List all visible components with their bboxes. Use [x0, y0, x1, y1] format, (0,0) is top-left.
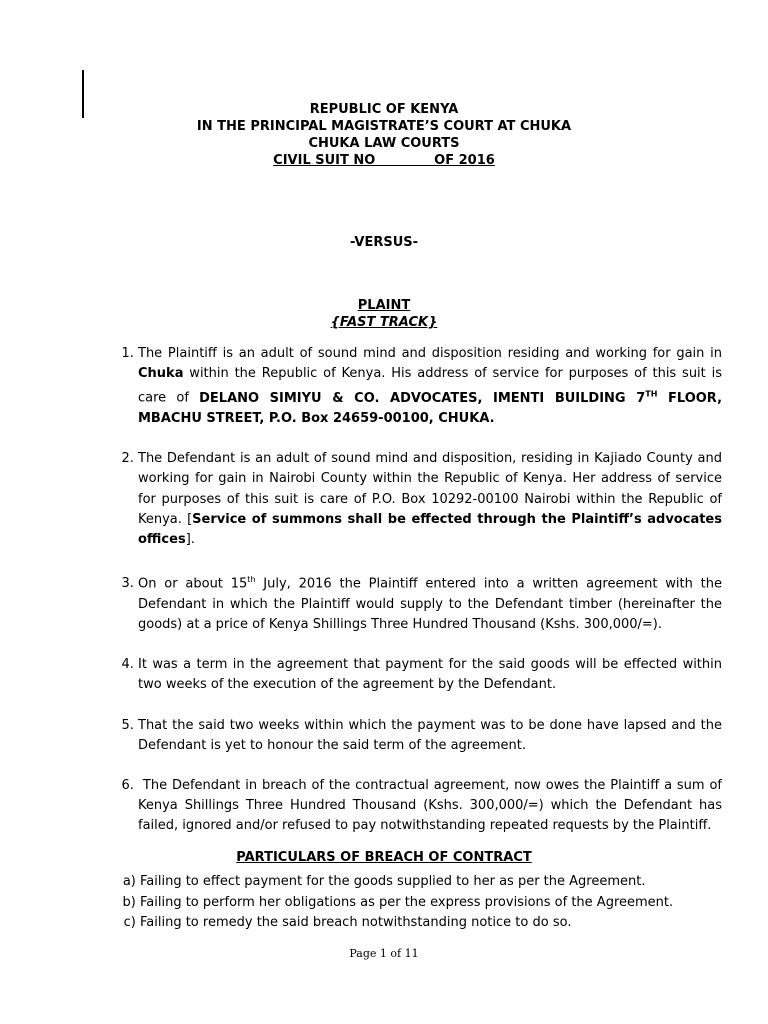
particular-item-b: b. Failing to perform her obligations as per the express provisions of the Agreement.	[140, 893, 724, 914]
particulars-title: PARTICULARS OF BREACH OF CONTRACT	[236, 850, 532, 865]
plaint-subtitle: {FAST TRACK}	[330, 315, 438, 330]
paragraph-5: 5. That the said two weeks within which the payment was to be done have lapsed and the Defendant is yet to honour the said term of the agreement.	[138, 716, 722, 756]
header-republic: REPUBLIC OF KENYA	[309, 102, 459, 117]
particular-item-c: c. Failing to remedy the said breach notwithstanding notice to do so.	[140, 913, 724, 934]
header-law-courts: CHUKA LAW COURTS	[308, 136, 460, 151]
plaint-paragraphs	[110, 344, 727, 857]
paragraph-6: 6. The Defendant in breach of the contractual agreement, now owes the Plaintiff a sum of Kenya Shillings Three Hundred Thousand (Kshs. 300,000/=) which the Defendant has failed, ignored and/or refused to pay notwithstanding repeated requests by the Plaintiff.	[138, 776, 722, 837]
plaint-heading	[0, 297, 768, 331]
header-suit-no: CIVIL SUIT NO OF 2016	[273, 153, 495, 168]
versus-label: -VERSUS-	[349, 235, 419, 250]
paragraph-2: 2. The Defendant is an adult of sound mind and disposition, residing in Kajiado County and working for gain in Nairobi County within the Republic of Kenya. Her address of service for purposes of this suit is care of P.O. Box 10292-00100 Nairobi within the Republic of Kenya. [Service of summons shall be effected through the Plaintiff’s advocates offices].	[138, 449, 722, 550]
particular-item-a: a. Failing to effect payment for the goods supplied to her as per the Agreement.	[140, 872, 724, 893]
paragraph-4: 4. It was a term in the agreement that payment for the said goods will be effected within two weeks of the execution of the agreement by the Defendant.	[138, 655, 722, 695]
plaint-title: PLAINT	[357, 298, 411, 313]
paragraph-3: 3. On or about 15th July, 2016 the Plaintiff entered into a written agreement with the Defendant in which the Plaintiff would supply to the Defendant timber (hereinafter the goods) at a price of Kenya Shillings Three Hundred Thousand (Kshs. 300,000/=).	[138, 570, 722, 635]
page-number: Page 1 of 11	[349, 947, 419, 960]
paragraph-1: 1. The Plaintiff is an adult of sound mind and disposition residing and working for gain in Chuka within the Republic of Kenya. His address of service for purposes of this suit is care of DELANO SIMIYU & CO. ADVOCATES, IMENTI BUILDING 7TH FLOOR, MBACHU STREET, P.O. Box 24659-00100, CHUKA.	[138, 344, 722, 429]
header-court: IN THE PRINCIPAL MAGISTRATE’S COURT AT CHUKA	[196, 119, 572, 134]
court-header	[0, 101, 768, 169]
particulars-list	[110, 872, 724, 934]
